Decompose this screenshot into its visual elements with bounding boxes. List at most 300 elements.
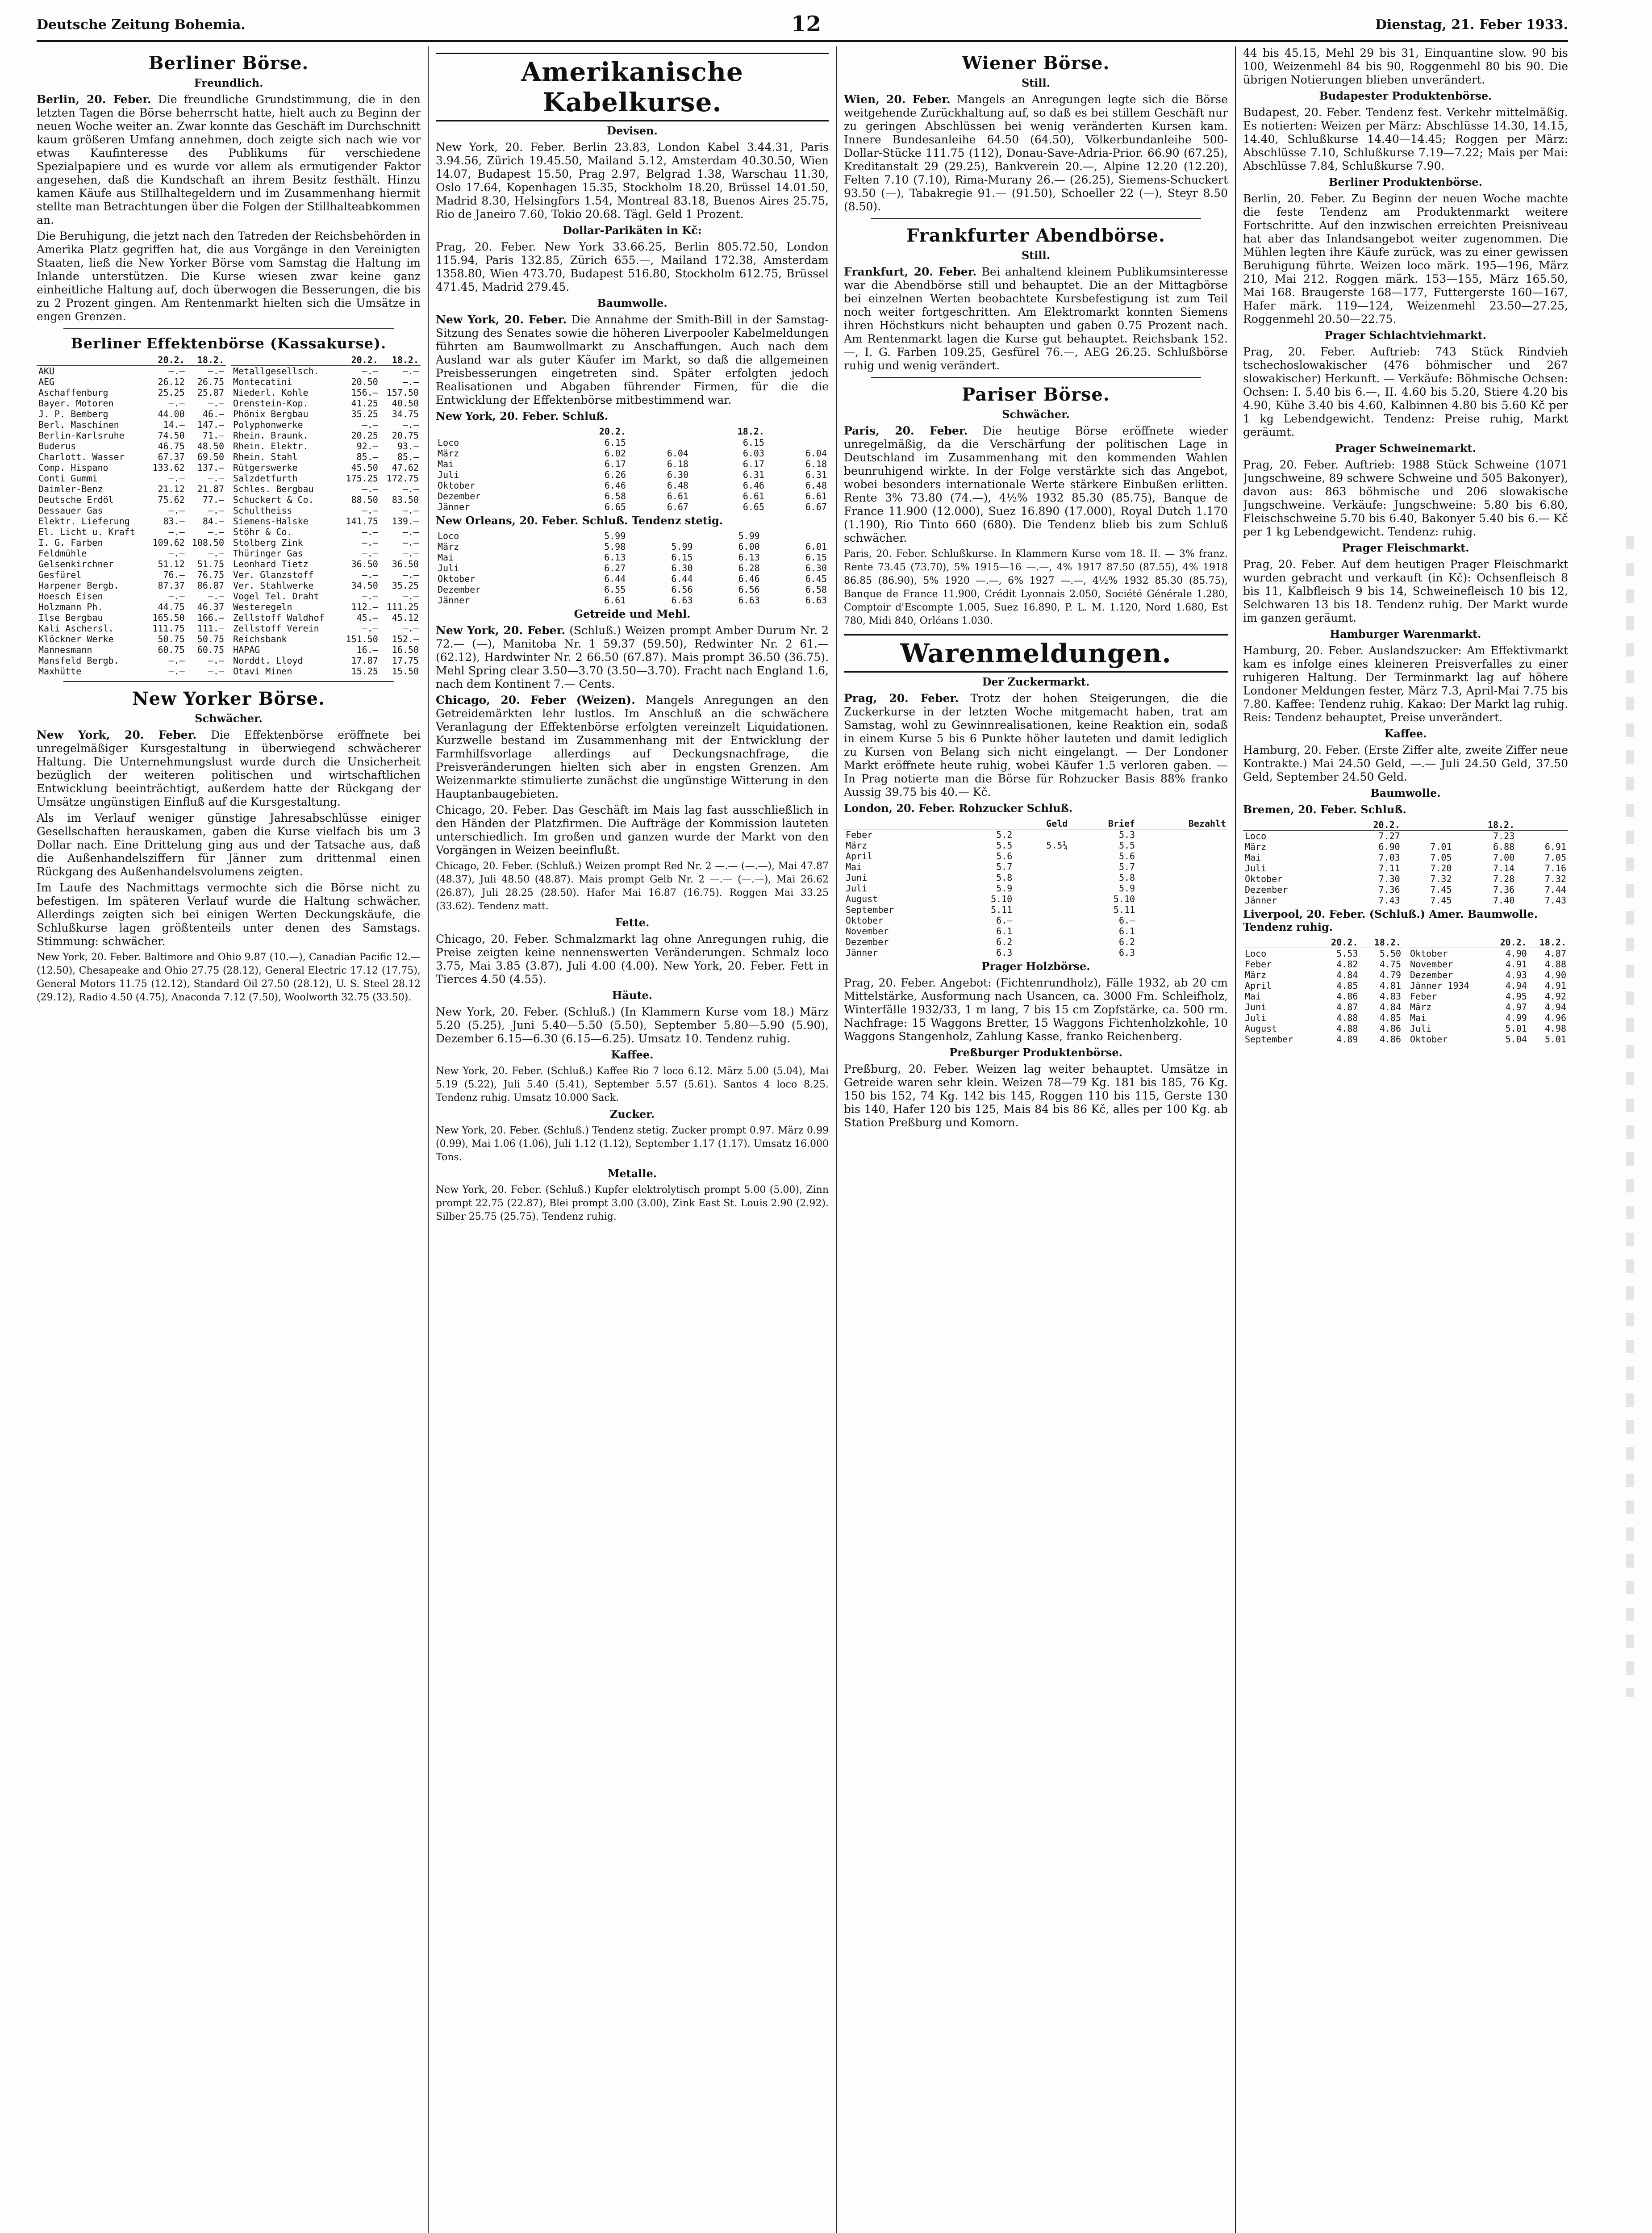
table-row bbox=[37, 527, 226, 537]
row-value: 4.98 bbox=[1544, 1023, 1566, 1034]
row-value: 5.8 bbox=[1118, 872, 1135, 883]
row-value: 93.— bbox=[397, 441, 419, 452]
row-value: 6.15 bbox=[743, 437, 764, 448]
row-label: Zellstoff Waldhof bbox=[233, 612, 325, 623]
table-row bbox=[1243, 991, 1403, 1002]
table-row bbox=[231, 398, 421, 409]
row-label: August bbox=[1245, 1023, 1277, 1034]
row-value: —.— bbox=[362, 527, 378, 537]
row-label: Comp. Hispano bbox=[38, 462, 108, 473]
table-row bbox=[844, 904, 1228, 915]
table-row bbox=[37, 559, 226, 569]
row-label: Loco bbox=[1245, 831, 1267, 841]
row-value: 7.23 bbox=[1493, 831, 1515, 841]
row-value: 7.30 bbox=[1378, 874, 1400, 884]
table-header-cell: 20.2. bbox=[147, 355, 186, 366]
row-value: 7.43 bbox=[1544, 895, 1566, 906]
row-value: 7.45 bbox=[1430, 895, 1452, 906]
article-paragraph: New York, 20. Feber. (Schluß.) (In Klammern Kurse vom 18.) März 5.20 (5.25), Juni 5.40—5.50 (5.50), September 5.80—5.90 (5.90), Dezember 6.15—6.30 (6.15—6.25). Umsatz 10. Tendenz ruhig. bbox=[436, 1005, 829, 1045]
paper-name: Deutsche Zeitung Bohemia. bbox=[37, 17, 246, 33]
table-header-cell: 20.2. bbox=[552, 426, 628, 437]
row-value: —.— bbox=[168, 398, 185, 409]
row-value: 45.— bbox=[356, 612, 378, 623]
row-value: —.— bbox=[362, 591, 378, 602]
table-caption: New Orleans, 20. Feber. Schluß. Tendenz stetig. bbox=[436, 514, 723, 527]
subsection-title: Häute. bbox=[612, 989, 653, 1002]
row-value: 6.46 bbox=[743, 480, 764, 491]
table-row bbox=[436, 595, 829, 606]
row-value bbox=[1137, 894, 1228, 904]
table-caption: Liverpool, 20. Feber. (Schluß.) Amer. Baumwolle. Tendenz ruhig. bbox=[1243, 907, 1538, 933]
table-row bbox=[436, 502, 829, 512]
row-label: Salzdetfurth bbox=[233, 473, 298, 484]
row-label: Juli bbox=[846, 883, 868, 894]
column-rule bbox=[836, 46, 837, 2233]
row-value: 6.30 bbox=[667, 469, 688, 480]
table-row bbox=[231, 569, 421, 580]
subsection-title: Zucker. bbox=[609, 1108, 655, 1121]
row-value: 5.98 bbox=[604, 541, 626, 552]
row-label: I. G. Farben bbox=[38, 537, 103, 548]
subsection-title: Prager Schweinemarkt. bbox=[1335, 442, 1477, 455]
row-value: 6.48 bbox=[805, 480, 827, 491]
row-value: 7.40 bbox=[1493, 895, 1515, 906]
row-value: 6.91 bbox=[1544, 841, 1566, 852]
table-row bbox=[1408, 948, 1568, 959]
row-value: —.— bbox=[208, 548, 224, 559]
row-value: 6.31 bbox=[743, 469, 764, 480]
table-caption: London, 20. Feber. Rohzucker Schluß. bbox=[844, 802, 1073, 815]
row-value: 7.05 bbox=[1430, 852, 1452, 863]
section-title-warenmeldungen: Warenmeldungen. bbox=[844, 634, 1228, 673]
row-value: 6.26 bbox=[604, 469, 626, 480]
row-value: 6.04 bbox=[805, 448, 827, 459]
row-value: 83.50 bbox=[392, 494, 419, 505]
liverpool-table-right bbox=[1408, 937, 1568, 1045]
column-1 bbox=[37, 46, 421, 2233]
row-label: Mansfeld Bergb. bbox=[38, 655, 119, 666]
row-label: Rhein. Stahl bbox=[233, 452, 298, 462]
row-value: 5.53 bbox=[1336, 948, 1358, 959]
row-value: 35.25 bbox=[351, 409, 378, 419]
row-label: Stolberg Zink bbox=[233, 537, 303, 548]
row-value: 6.13 bbox=[604, 552, 626, 563]
row-value: 21.12 bbox=[158, 484, 185, 494]
row-value: 108.50 bbox=[192, 537, 224, 548]
row-value: 34.50 bbox=[351, 580, 378, 591]
row-label: Norddt. Lloyd bbox=[233, 655, 303, 666]
row-value: 7.27 bbox=[1378, 831, 1400, 841]
table-header-cell bbox=[766, 426, 829, 437]
row-label: Buderus bbox=[38, 441, 76, 452]
row-value: 6.04 bbox=[667, 448, 688, 459]
table-row bbox=[231, 527, 421, 537]
row-value: 5.01 bbox=[1544, 1034, 1566, 1045]
row-label: Reichsbank bbox=[233, 634, 287, 644]
article-paragraph: New York, 20. Feber. Baltimore and Ohio 9.87 (10.—), Canadian Pacific 12.— (12.50), Chesapeake and Ohio 27.75 (28.12), General Electric 17.12 (17.75), General Motors 11.75 (12.12), Standard Oil 27.50 (28.12), U. S. Steel 28.12 (29.12), Radio 4.50 (4.75), Anaconda 7.12 (7.50), Woolworth 32.75 (33.50). bbox=[37, 952, 421, 1003]
row-value: 6.1 bbox=[1118, 926, 1135, 937]
row-value: —.— bbox=[168, 527, 185, 537]
row-value: —.— bbox=[168, 666, 185, 677]
page-header bbox=[37, 9, 1568, 42]
bremen-cotton-table bbox=[1243, 820, 1568, 906]
row-value: 141.75 bbox=[346, 516, 378, 527]
row-label: Charlott. Wasser bbox=[38, 452, 125, 462]
row-value: 7.36 bbox=[1493, 884, 1515, 895]
row-label: Aschaffenburg bbox=[38, 387, 108, 398]
row-value: 48.50 bbox=[197, 441, 224, 452]
row-label: Juli bbox=[1245, 1012, 1267, 1023]
row-label: Oktober bbox=[1245, 874, 1283, 884]
subsection-title: Prager Holzbörse. bbox=[981, 960, 1090, 973]
table-row bbox=[231, 580, 421, 591]
row-label: Feldmühle bbox=[38, 548, 87, 559]
article-paragraph: Berlin, 20. Feber. Zu Beginn der neuen Woche machte die feste Tendenz am Produktenmarkt weitere Fortschritte. Auf den inzwischen erreichten Preisniveau hat aber das Inlandsangebot weiter zugenommen. Die Mühlen legten ihre Käufe zurück, was zu einer gewissen Beruhigung führte. Weizen loco märk. 195—196, März 210, Mai 212. Roggen märk. 153—155, März 165.50, Mai 168. Braugerste 168—177, Futtergerste 160—167, Hafer märk. 119—124, Weizenmehl 23.50—27.25, Roggenmehl 20.50—22.75. bbox=[1243, 192, 1568, 326]
row-value: —.— bbox=[208, 527, 224, 537]
table-row bbox=[436, 469, 829, 480]
row-value: 147.— bbox=[197, 419, 224, 430]
table-row bbox=[1243, 874, 1568, 884]
row-label: März bbox=[438, 541, 459, 552]
row-label: Conti Gummi bbox=[38, 473, 98, 484]
row-label: August bbox=[846, 894, 878, 904]
row-label: Loco bbox=[438, 531, 459, 541]
row-value bbox=[1137, 947, 1228, 958]
article-paragraph: Prag, 20. Feber. New York 33.66.25, Berlin 805.72.50, London 115.94, Paris 132.85, Zürich 655.—, Mailand 172.38, Amsterdam 1358.80, Wien 473.70, Budapest 516.80, Stockholm 612.75, Brüssel 471.45, Madrid 279.45. bbox=[436, 240, 829, 293]
row-value: 6.61 bbox=[604, 595, 626, 606]
row-value: 71.— bbox=[202, 430, 224, 441]
table-header-cell: 20.2. bbox=[1489, 937, 1529, 948]
row-label: Jänner bbox=[438, 595, 470, 606]
table-row bbox=[37, 623, 226, 634]
row-label: Schuckert & Co. bbox=[233, 494, 314, 505]
row-value: —.— bbox=[362, 569, 378, 580]
table-row bbox=[37, 655, 226, 666]
table-row bbox=[1408, 1012, 1568, 1023]
table-row bbox=[37, 398, 226, 409]
row-label: April bbox=[1245, 980, 1272, 991]
table-row bbox=[231, 441, 421, 452]
row-label: September bbox=[1245, 1034, 1293, 1045]
row-label: Jänner 1934 bbox=[1410, 980, 1469, 991]
row-value: 6.31 bbox=[805, 469, 827, 480]
row-value bbox=[1014, 937, 1069, 947]
row-label: Ilse Bergbau bbox=[38, 612, 103, 623]
row-value: 15.50 bbox=[392, 666, 419, 677]
row-value: 7.32 bbox=[1544, 874, 1566, 884]
row-value: 4.91 bbox=[1505, 959, 1527, 970]
row-value: 16.— bbox=[356, 644, 378, 655]
row-value bbox=[1014, 872, 1069, 883]
effekten-table-right bbox=[231, 355, 421, 677]
row-value: 34.75 bbox=[392, 409, 419, 419]
article-paragraph: Prag, 20. Feber. Trotz der hohen Steigerungen, die die Zuckerkurse in der letzten Woche mitgemacht haben, trat am Samstag, wohl zu Gewinnrealisationen, keine Reaktion ein, sodaß in einem Kurse 5 bis 6 Punkte höher lauteten und damit lediglich zu Kursen von Belang sich nicht eingelangt. — Der Londoner Markt eröffnete heute ruhig, wobei Käufer 1.5 verloren gaben. — In Prag notierte man die Börse für Rohzucker Basis 88% franko Aussig 39.75 bis 40.— Kč. bbox=[844, 692, 1228, 799]
row-value: 4.85 bbox=[1336, 980, 1358, 991]
row-value: 6.65 bbox=[604, 502, 626, 512]
row-label: Dezember bbox=[438, 584, 481, 595]
row-value: 4.84 bbox=[1336, 970, 1358, 980]
row-value: 74.50 bbox=[158, 430, 185, 441]
row-label: Niederl. Kohle bbox=[233, 387, 309, 398]
table-row bbox=[231, 484, 421, 494]
row-value: 6.46 bbox=[738, 573, 760, 584]
row-value: 109.62 bbox=[152, 537, 185, 548]
row-value: —.— bbox=[402, 366, 419, 376]
table-row bbox=[436, 480, 829, 491]
row-label: Stöhr & Co. bbox=[233, 527, 292, 537]
row-value: —.— bbox=[208, 655, 224, 666]
row-value: 87.37 bbox=[158, 580, 185, 591]
row-value: —.— bbox=[208, 505, 224, 516]
table-row bbox=[37, 473, 226, 484]
row-label: Schles. Bergbau bbox=[233, 484, 314, 494]
row-value: 157.50 bbox=[386, 387, 419, 398]
row-label: Oktober bbox=[438, 480, 476, 491]
row-label: April bbox=[846, 851, 873, 861]
row-label: Oktober bbox=[1410, 1034, 1448, 1045]
article-paragraph: New York, 20. Feber. Die Effektenbörse eröffnete bei unregelmäßiger Kursgestaltung in überwiegend schwächerer Haltung. Die Unternehmungslust wurde durch die Unsicherheit bezüglich der weiteren politischen und wirtschaftlichen Entwicklung beeinträchtigt, außerdem hatte der Rückgang der Umsätze ungünstigen Einfluß auf die Kursgestaltung. bbox=[37, 728, 421, 808]
london-sugar-table bbox=[844, 818, 1228, 958]
table-row bbox=[1408, 980, 1568, 991]
row-value: 76.— bbox=[163, 569, 185, 580]
table-row bbox=[1243, 1002, 1403, 1012]
table-row bbox=[844, 829, 1228, 841]
row-label: Mai bbox=[1245, 852, 1261, 863]
row-value: 7.16 bbox=[1544, 863, 1566, 874]
row-value: 15.25 bbox=[351, 666, 378, 677]
table-header-cell: 18.2. bbox=[187, 355, 226, 366]
table-row bbox=[231, 666, 421, 677]
row-label: Schultheiss bbox=[233, 505, 292, 516]
row-value: 84.— bbox=[202, 516, 224, 527]
row-value: 6.28 bbox=[738, 563, 760, 573]
section-subtitle: Schwächer. bbox=[1002, 408, 1070, 421]
row-value: 7.11 bbox=[1378, 863, 1400, 874]
table-row bbox=[37, 644, 226, 655]
row-value: 51.75 bbox=[197, 559, 224, 569]
article-paragraph: Prag, 20. Feber. Auftrieb: 1988 Stück Schweine (1071 Jungschweine, 89 schwere Schweine und 505 Bakonyer), davon aus: 863 böhmische und 206 slowakische Jungschweine. Verkäufe: Jungschweine: 5.80 bis 6.80, Fleischschweine 5.70 bis 6.40, Bakonyer 5.40 bis 6.— Kč per 1 kg Lebendgewicht. Tendenz: ruhig. bbox=[1243, 458, 1568, 538]
table-row bbox=[231, 559, 421, 569]
table-row bbox=[1243, 895, 1568, 906]
table-header-cell: Geld bbox=[1014, 818, 1069, 829]
row-value: 6.67 bbox=[805, 502, 827, 512]
row-value bbox=[1516, 831, 1568, 842]
table-header-cell bbox=[844, 818, 959, 829]
row-value: 6.44 bbox=[604, 573, 626, 584]
row-label: Elektr. Lieferung bbox=[38, 516, 130, 527]
table-row bbox=[231, 634, 421, 644]
table-row bbox=[844, 926, 1228, 937]
row-value: 4.79 bbox=[1379, 970, 1401, 980]
row-value: 6.61 bbox=[805, 491, 827, 502]
row-label: Mai bbox=[1245, 991, 1261, 1002]
row-value: 4.97 bbox=[1505, 1002, 1527, 1012]
cotton-ny-table bbox=[436, 426, 829, 512]
table-row bbox=[844, 915, 1228, 926]
row-value: 5.10 bbox=[991, 894, 1013, 904]
row-value: 5.7 bbox=[1118, 861, 1135, 872]
row-value: 7.14 bbox=[1493, 863, 1515, 874]
row-value: 6.48 bbox=[667, 480, 688, 491]
table-row bbox=[37, 569, 226, 580]
row-value: 6.— bbox=[1118, 915, 1135, 926]
row-value: —.— bbox=[362, 419, 378, 430]
row-value: 4.96 bbox=[1544, 1012, 1566, 1023]
table-row bbox=[37, 580, 226, 591]
row-value: 45.12 bbox=[392, 612, 419, 623]
row-value: 4.99 bbox=[1505, 1012, 1527, 1023]
row-label: März bbox=[1245, 970, 1267, 980]
row-value: 6.15 bbox=[805, 552, 827, 563]
table-row bbox=[37, 409, 226, 419]
row-value: 152.— bbox=[392, 634, 419, 644]
liverpool-table-left bbox=[1243, 937, 1403, 1045]
table-row bbox=[37, 591, 226, 602]
row-value: 17.87 bbox=[351, 655, 378, 666]
table-header-cell bbox=[628, 426, 690, 437]
row-value: 5.99 bbox=[738, 531, 760, 541]
row-value: —.— bbox=[168, 655, 185, 666]
row-value: 175.25 bbox=[346, 473, 378, 484]
row-label: September bbox=[846, 904, 894, 915]
table-header-cell: Brief bbox=[1069, 818, 1137, 829]
row-value: —.— bbox=[402, 591, 419, 602]
row-value: 6.3 bbox=[1118, 947, 1135, 958]
row-value bbox=[1137, 829, 1228, 841]
row-value: 5.01 bbox=[1505, 1023, 1527, 1034]
row-value bbox=[627, 531, 694, 541]
table-row bbox=[37, 419, 226, 430]
row-label: Oktober bbox=[846, 915, 884, 926]
row-value: 6.17 bbox=[604, 459, 626, 469]
table-row bbox=[231, 409, 421, 419]
table-row bbox=[436, 584, 829, 595]
row-value: 4.87 bbox=[1336, 1002, 1358, 1012]
row-value: —.— bbox=[208, 398, 224, 409]
row-value: 6.63 bbox=[671, 595, 693, 606]
row-value: 5.5 bbox=[996, 840, 1013, 851]
issue-date: Dienstag, 21. Feber 1933. bbox=[1375, 17, 1568, 33]
row-value: —.— bbox=[402, 527, 419, 537]
row-value: 4.86 bbox=[1379, 1034, 1401, 1045]
divider bbox=[63, 328, 394, 329]
row-label: Maxhütte bbox=[38, 666, 82, 677]
row-label: Feber bbox=[1245, 959, 1272, 970]
row-value: 7.28 bbox=[1493, 874, 1515, 884]
row-value bbox=[1014, 861, 1069, 872]
row-value: 4.83 bbox=[1379, 991, 1401, 1002]
row-value: 44.00 bbox=[158, 409, 185, 419]
row-label: Loco bbox=[1245, 948, 1267, 959]
row-value: 6.2 bbox=[996, 937, 1013, 947]
row-value: 76.75 bbox=[197, 569, 224, 580]
row-label: März bbox=[846, 840, 868, 851]
table-row bbox=[436, 541, 829, 552]
article-paragraph: Chicago, 20. Feber. (Schluß.) Weizen prompt Red Nr. 2 —.— (—.—), Mai 47.87 (48.37), Juli 48.50 (48.87). Mais prompt Gelb Nr. 2 —.— (—.—), Mai 26.62 (26.87), Juli 28.25 (28.50). Hafer Mai 16.87 (16.75). Roggen Mai 33.25 (33.62). Tendenz matt. bbox=[436, 861, 829, 912]
row-value: 7.45 bbox=[1430, 884, 1452, 895]
row-value: 166.— bbox=[197, 612, 224, 623]
article-paragraph: New York, 20. Feber. Berlin 23.83, London Kabel 3.44.31, Paris 3.94.56, Zürich 19.45.50, Mailand 5.12, Amsterdam 40.30.50, Wien 14.07, Budapest 15.50, Prag 2.97, Belgrad 1.38, Warschau 11.30, Oslo 17.64, Kopenhagen 15.35, Stockholm 18.20, Brüssel 14.01.50, Madrid 8.30, Helsingfors 1.54, Montreal 83.18, Buenos Aires 25.75, Rio de Janeiro 7.60, Tokio 20.68. Tägl. Geld 1 Prozent. bbox=[436, 141, 829, 221]
row-value: 111.25 bbox=[386, 602, 419, 612]
row-label: Mannesmann bbox=[38, 644, 92, 655]
table-row bbox=[231, 602, 421, 612]
row-value: 17.75 bbox=[392, 655, 419, 666]
row-value: 6.44 bbox=[671, 573, 693, 584]
row-value: 6.61 bbox=[743, 491, 764, 502]
row-label: Klöckner Werke bbox=[38, 634, 114, 644]
row-value: 6.2 bbox=[1118, 937, 1135, 947]
row-value: 83.— bbox=[163, 516, 185, 527]
row-value: 7.20 bbox=[1430, 863, 1452, 874]
row-value: 6.15 bbox=[671, 552, 693, 563]
article-paragraph: New York, 20. Feber. (Schluß.) Kaffee Rio 7 loco 6.12. März 5.00 (5.04), Mai 5.19 (5.22), Juli 5.40 (5.41), September 5.57 (5.61). Santos 4 loco 8.25. Tendenz ruhig. Umsatz 10.000 Sack. bbox=[436, 1066, 829, 1104]
row-label: Jänner bbox=[1245, 895, 1277, 906]
row-value: 85.— bbox=[397, 452, 419, 462]
table-row bbox=[231, 430, 421, 441]
row-value: 5.6 bbox=[996, 851, 1013, 861]
row-value: 6.00 bbox=[738, 541, 760, 552]
article-paragraph: Chicago, 20. Feber. Schmalzmarkt lag ohne Anregungen ruhig, die Preise zeigten keine nennenswerten Veränderungen. Schmalz loco 3.75, Mai 3.85 (3.87), Juli 4.00 (4.00). New York, 20. Feber. Fett in Tierces 4.50 (4.55). bbox=[436, 933, 829, 986]
row-value bbox=[1014, 829, 1069, 841]
subsection-title: Der Zuckermarkt. bbox=[982, 675, 1090, 688]
row-value: 6.67 bbox=[667, 502, 688, 512]
row-value: 6.1 bbox=[996, 926, 1013, 937]
row-value: 45.50 bbox=[351, 462, 378, 473]
row-value: 6.18 bbox=[667, 459, 688, 469]
row-label: Hoesch Eisen bbox=[38, 591, 103, 602]
row-label: Jänner bbox=[846, 947, 878, 958]
row-value: 133.62 bbox=[152, 462, 185, 473]
table-row bbox=[231, 366, 421, 377]
row-value: 92.— bbox=[356, 441, 378, 452]
column-rule bbox=[428, 46, 429, 2233]
row-value: 7.03 bbox=[1378, 852, 1400, 863]
row-value: —.— bbox=[168, 591, 185, 602]
row-value: 51.12 bbox=[158, 559, 185, 569]
article-paragraph: Paris, 20. Feber. Die heutige Börse eröffnete wieder unregelmäßig, da die Verschärfung der politischen Lage in Deutschland im Zusammenhang mit den kommenden Wahlen beunruhigend wirkte. In der Folge verstärkte sich das Angebot, wobei besonders internationale Werte stärkere Einbußen erlitten. Rente 3% 73.80 (74.—), 4½% 1932 85.30 (85.75), Banque de France 11.900 (12.000), Suez 16.890 (17.000), Royal Dutch 1.170 (1.190), Rio Tinto 660 (680). Die Tendenz blieb bis zum Schluß schwächer. bbox=[844, 424, 1228, 544]
row-label: Bayer. Motoren bbox=[38, 398, 114, 409]
row-value: 36.50 bbox=[392, 559, 419, 569]
row-value: 60.75 bbox=[158, 644, 185, 655]
table-row bbox=[1408, 991, 1568, 1002]
row-value bbox=[1014, 894, 1069, 904]
row-value: 6.65 bbox=[743, 502, 764, 512]
article-paragraph: New York, 20. Feber. (Schluß.) Tendenz stetig. Zucker prompt 0.97. März 0.99 (0.99), Mai 1.06 (1.06), Juli 1.12 (1.12), September 1.17 (1.17). Umsatz 16.000 Tons. bbox=[436, 1125, 829, 1163]
table-row bbox=[231, 537, 421, 548]
effekten-table-left bbox=[37, 355, 226, 677]
row-value: 4.88 bbox=[1544, 959, 1566, 970]
row-label: Dezember bbox=[846, 937, 889, 947]
row-label: März bbox=[438, 448, 459, 459]
row-value: 6.63 bbox=[738, 595, 760, 606]
row-value: —.— bbox=[402, 376, 419, 387]
row-value bbox=[1137, 883, 1228, 894]
table-row bbox=[37, 612, 226, 623]
divider bbox=[871, 218, 1201, 219]
table-row bbox=[231, 462, 421, 473]
table-row bbox=[436, 459, 829, 469]
subsection-title: Fette. bbox=[615, 916, 650, 929]
row-label: Mai bbox=[438, 552, 454, 563]
row-value: —.— bbox=[402, 537, 419, 548]
row-value: 46.75 bbox=[158, 441, 185, 452]
table-row bbox=[37, 548, 226, 559]
row-value: 7.43 bbox=[1378, 895, 1400, 906]
table-row bbox=[1243, 863, 1568, 874]
row-value: —.— bbox=[208, 666, 224, 677]
column-3 bbox=[844, 46, 1228, 2233]
row-value: 6.30 bbox=[671, 563, 693, 573]
